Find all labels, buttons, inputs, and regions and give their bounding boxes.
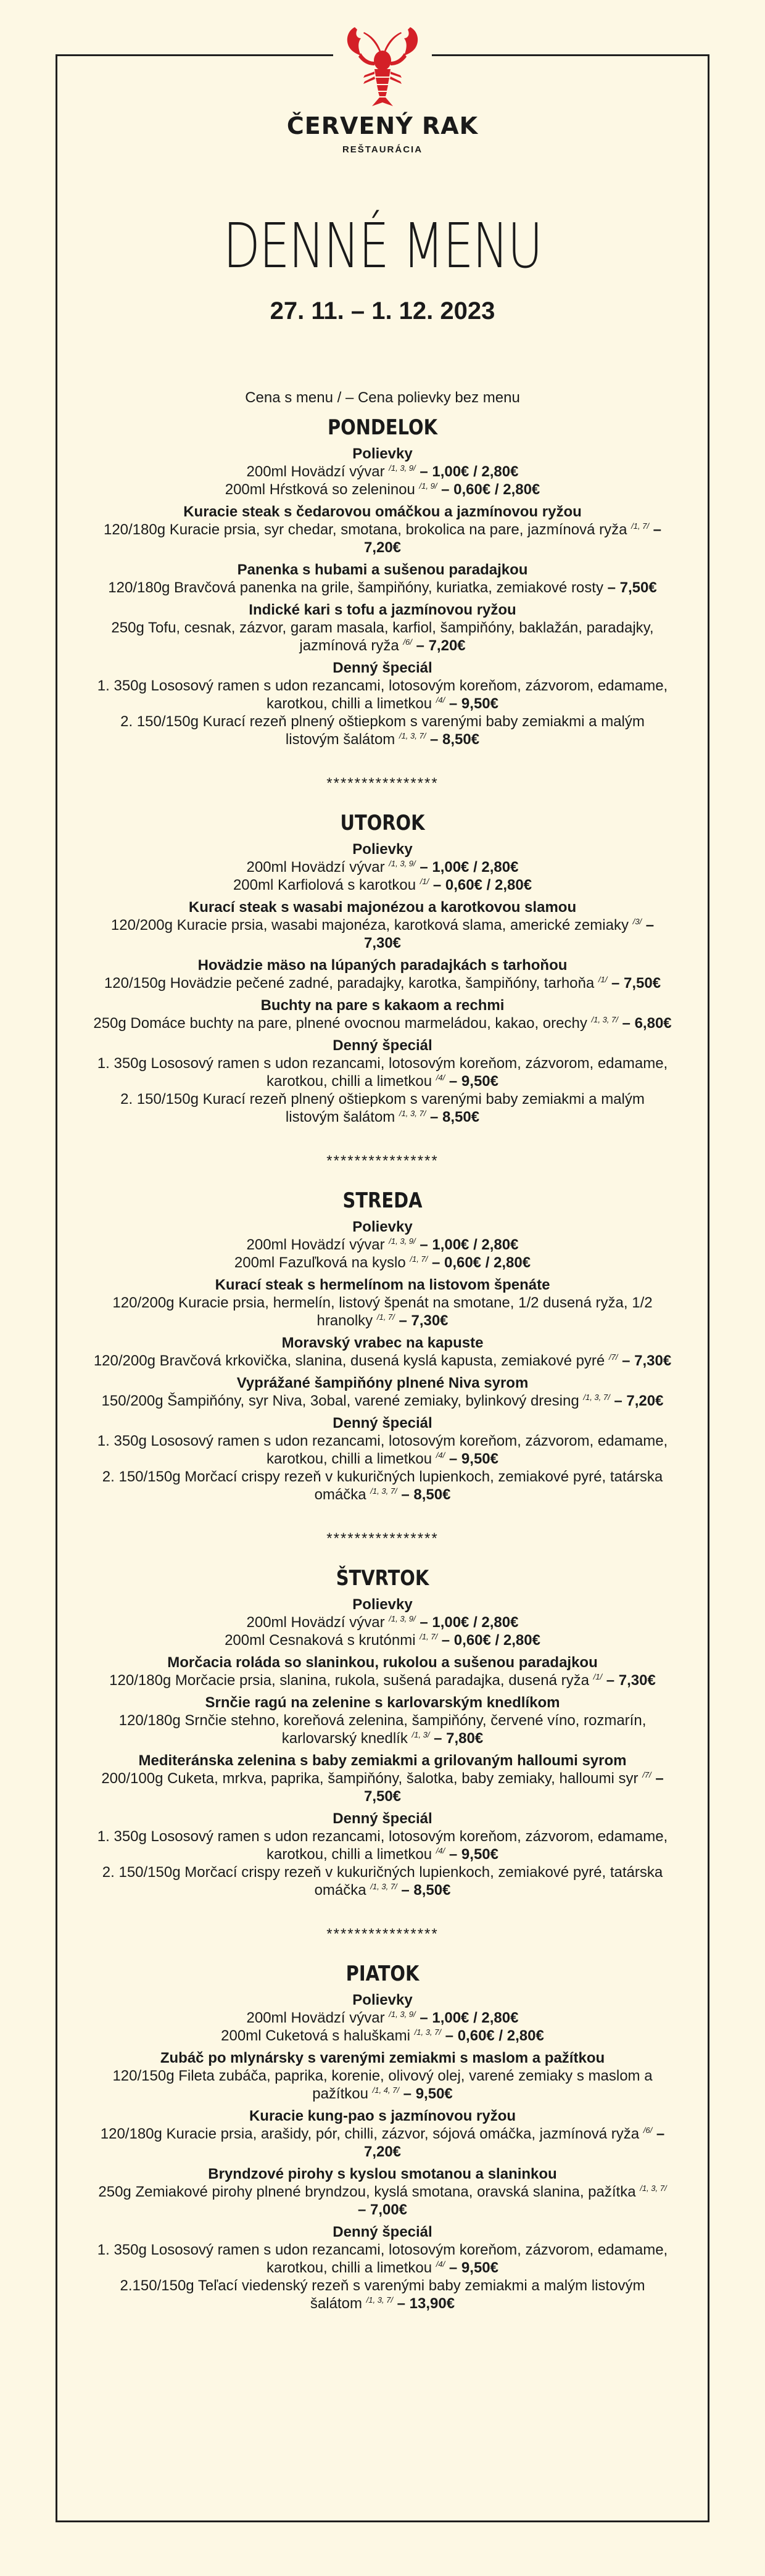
- menu-item: [93, 2183, 672, 2219]
- dish-title: Hovädzie mäso na lúpaných paradajkách s tarhoňou: [197, 957, 568, 974]
- item-description: 150/200g Šampiňóny, syr Niva, 3obal, varené zemiaky, bylinkový dresing: [101, 1393, 579, 1409]
- item-price: – 7,80€: [429, 1730, 484, 1747]
- menu-item: [93, 1712, 672, 1747]
- allergens: /1, 3, 9/: [389, 1614, 416, 1623]
- allergens: /1, 3, 7/: [370, 1486, 397, 1496]
- item-price: – 7,30€: [602, 1672, 656, 1689]
- dish-title: Buchty na pare s kakaom a rechmi: [260, 997, 505, 1014]
- menu-item: [93, 1392, 672, 1410]
- dish-title: Polievky: [352, 841, 413, 858]
- item-price: – 1,00€ / 2,80€: [415, 1236, 519, 1253]
- item-description: 200ml Hovädzí vývar: [246, 1236, 385, 1253]
- menu-item: [93, 579, 672, 597]
- allergens: /4/: [436, 1451, 445, 1460]
- menu-item: [93, 1770, 672, 1805]
- menu-item: [93, 1863, 672, 1899]
- menu-item: [93, 916, 672, 952]
- dish-title: Polievky: [352, 1596, 413, 1613]
- dish-title: Denný špeciál: [333, 1037, 432, 1054]
- menu-item: [93, 1254, 672, 1272]
- allergens: /6/: [643, 2126, 653, 2135]
- allergens: /1/: [593, 1672, 603, 1681]
- item-price: – 7,50€: [363, 1770, 664, 1805]
- item-price: – 7,30€: [394, 1312, 449, 1329]
- item-price: – 9,50€: [445, 1073, 498, 1090]
- item-price: – 7,20€: [363, 521, 662, 556]
- menu-item: [93, 1352, 672, 1370]
- item-description: 120/180g Morčacie prsia, slanina, rukola, sušená paradajka, dusená ryža: [109, 1672, 589, 1689]
- allergens: /1, 3, 9/: [389, 1236, 416, 1246]
- item-description: 1. 350g Lososový ramen s udon rezancami, lotosovým koreňom, zázvorom, edamame, karotkou, chilli a limetkou: [97, 1055, 668, 1090]
- allergens: /1, 4, 7/: [372, 2085, 400, 2095]
- day-name: PIATOK: [345, 1961, 420, 1986]
- item-description: 120/180g Bravčová panenka na grile, šampiňóny, kuriatka, zemiakové rosty: [108, 579, 603, 596]
- item-description: 1. 350g Lososový ramen s udon rezancami, lotosovým koreňom, zázvorom, edamame, karotkou, chilli a limetkou: [97, 677, 668, 712]
- item-price: – 0,60€ / 2,80€: [437, 1632, 540, 1649]
- dish-title: Denný špeciál: [333, 2224, 432, 2240]
- item-description: 200ml Hovädzí vývar: [246, 859, 385, 876]
- item-description: 200/100g Cuketa, mrkva, paprika, šampiňóny, šalotka, baby zemiaky, halloumi syr: [101, 1770, 639, 1787]
- dish-title: Vyprážané šampiňóny plnené Niva syrom: [236, 1375, 529, 1391]
- allergens: /1, 3, 7/: [591, 1015, 618, 1024]
- item-price: – 0,60€ / 2,80€: [437, 481, 540, 498]
- menu-item: [93, 677, 672, 713]
- restaurant-subtitle: REŠTAURÁCIA: [342, 144, 423, 155]
- day-section-5: [93, 1961, 672, 2313]
- allergens: /1, 7/: [376, 1312, 395, 1322]
- allergens: /1, 3, 7/: [366, 2295, 393, 2305]
- menu-item: [93, 1054, 672, 1090]
- dish-title: Polievky: [352, 445, 413, 462]
- restaurant-name: ČERVENÝ RAK: [286, 112, 479, 139]
- day-name: STREDA: [342, 1188, 423, 1213]
- allergens: /1, 3, 7/: [370, 1882, 397, 1891]
- allergens: /1, 3, 7/: [399, 1109, 426, 1118]
- day-name: PONDELOK: [327, 415, 438, 440]
- menu-item: [93, 619, 672, 655]
- day-section-3: [93, 1188, 672, 1504]
- allergens: /1, 7/: [410, 1254, 428, 1264]
- allergens: /1, 3, 7/: [583, 1393, 610, 1402]
- allergens: /1, 3, 9/: [389, 859, 416, 868]
- item-price: – 0,60€ / 2,80€: [429, 877, 532, 893]
- menu-item: [93, 1236, 672, 1254]
- dish-title: Zubáč po mlynársky s varenými zemiakmi s maslom a pažítkou: [160, 2050, 605, 2066]
- item-price: – 9,50€: [445, 1451, 498, 1467]
- menu-item: [93, 2241, 672, 2277]
- allergens: /1, 7/: [631, 521, 650, 531]
- item-description: 2. 150/150g Morčací crispy rezeň v kukuričných lupienkoch, zemiakové pyré, tatárska omáčka: [102, 1864, 663, 1899]
- item-price: – 6,80€: [618, 1015, 672, 1032]
- item-price: – 9,50€: [445, 695, 498, 712]
- menu-item: [93, 1671, 672, 1689]
- item-description: 120/200g Kuracie prsia, hermelín, listový špenát na smotane, 1/2 dusená ryža, 1/2 hranolky: [112, 1294, 653, 1329]
- item-price: – 1,00€ / 2,80€: [415, 463, 519, 480]
- dish-title: Kuracie steak s čedarovou omáčkou a jazmínovou ryžou: [183, 503, 582, 520]
- item-price: – 7,30€: [618, 1352, 672, 1369]
- item-description: 200ml Cesnaková s krutónmi: [225, 1632, 416, 1649]
- menu-item: [93, 1090, 672, 1126]
- menu-item: [93, 463, 672, 481]
- item-description: 2.150/150g Teľací viedenský rezeň s varenými baby zemiakmi a malým listovým šalátom: [120, 2277, 645, 2312]
- item-price: – 8,50€: [426, 1109, 480, 1125]
- dish-title: Denný špeciál: [333, 1415, 432, 1431]
- allergens: /1, 3, 9/: [389, 463, 416, 473]
- item-description: 200ml Hovädzí vývar: [246, 2010, 385, 2026]
- allergens: /4/: [436, 1073, 445, 1082]
- item-description: 2. 150/150g Morčací crispy rezeň v kukuričných lupienkoch, zemiakové pyré, tatárska omáčka: [102, 1468, 663, 1503]
- item-description: 2. 150/150g Kurací rezeň plnený oštiepkom s varenými baby zemiakmi a malým listovým šalátom: [120, 713, 645, 748]
- item-description: 250g Tofu, cesnak, zázvor, garam masala, karfiol, šampiňóny, baklažán, paradajky, jazmínová ryža: [111, 619, 654, 654]
- allergens: /1, 3/: [411, 1730, 430, 1739]
- item-price: – 7,50€: [607, 975, 661, 992]
- menu-item: [93, 1014, 672, 1032]
- dish-title: Indické kari s tofu a jazmínovou ryžou: [249, 602, 516, 618]
- allergens: /1, 9/: [419, 481, 437, 491]
- item-description: 1. 350g Lososový ramen s udon rezancami, lotosovým koreňom, zázvorom, edamame, karotkou, chilli a limetkou: [97, 1433, 668, 1467]
- menu-item: [93, 2067, 672, 2103]
- menu-item: [93, 1432, 672, 1468]
- item-price: – 0,60€ / 2,80€: [428, 1254, 531, 1271]
- item-price: – 1,00€ / 2,80€: [415, 859, 519, 876]
- item-price: – 7,20€: [610, 1393, 664, 1409]
- dish-title: Denný špeciál: [333, 660, 432, 676]
- day-separator: ****************: [326, 1926, 439, 1942]
- item-price: – 9,50€: [399, 2085, 453, 2102]
- menu-item: [93, 1631, 672, 1649]
- allergens: /3/: [632, 917, 642, 926]
- item-description: 120/180g Kuracie prsia, arašidy, pór, chilli, zázvor, sójová omáčka, jazmínová ryža: [100, 2126, 640, 2142]
- allergens: /1/: [598, 975, 608, 984]
- day-separator: ****************: [326, 775, 439, 792]
- date-range: 27. 11. – 1. 12. 2023: [270, 297, 495, 325]
- item-description: 1. 350g Lososový ramen s udon rezancami, lotosovým koreňom, zázvorom, edamame, karotkou, chilli a limetkou: [97, 1828, 668, 1863]
- menu-item: [93, 481, 672, 499]
- menu-item: [93, 1468, 672, 1504]
- item-description: 200ml Hovädzí vývar: [246, 1614, 385, 1631]
- menu-item: [93, 974, 672, 992]
- item-price: – 7,20€: [411, 637, 466, 654]
- dish-title: Moravský vrabec na kapuste: [281, 1335, 484, 1351]
- dish-title: Polievky: [352, 1219, 413, 1235]
- day-name: ŠTVRTOK: [336, 1566, 429, 1591]
- item-price: – 7,50€: [603, 579, 657, 596]
- item-price: – 0,60€ / 2,80€: [441, 2027, 544, 2044]
- allergens: /4/: [436, 1846, 445, 1855]
- menu-item: [93, 2027, 672, 2045]
- item-description: 200ml Hŕstková so zeleninou: [225, 481, 415, 498]
- item-description: 1. 350g Lososový ramen s udon rezancami, lotosovým koreňom, zázvorom, edamame, karotkou, chilli a limetkou: [97, 2242, 668, 2276]
- item-description: 120/200g Kuracie prsia, wasabi majonéza, karotková slama, americké zemiaky: [110, 917, 629, 934]
- day-separator: ****************: [326, 1153, 439, 1169]
- day-name: UTOROK: [340, 811, 425, 835]
- menu-title: DENNÉ MENU: [223, 210, 542, 282]
- menu-item: [93, 1294, 672, 1330]
- dish-title: Bryndzové pirohy s kyslou smotanou a slaninkou: [208, 2166, 557, 2182]
- lobster-icon: [336, 22, 429, 109]
- price-legend: Cena s menu / – Cena polievky bez menu: [245, 389, 520, 406]
- menu-item: [93, 2009, 672, 2027]
- item-price: – 7,00€: [357, 2201, 408, 2218]
- allergens: /1, 3, 7/: [399, 731, 426, 740]
- item-price: – 1,00€ / 2,80€: [415, 2010, 519, 2026]
- menu-item: [93, 876, 672, 894]
- menu-item: [93, 2125, 672, 2161]
- item-price: – 13,90€: [393, 2295, 455, 2312]
- dish-title: Polievky: [352, 1992, 413, 2008]
- menu-item: [93, 521, 672, 557]
- allergens: /1, 3, 9/: [389, 2010, 416, 2019]
- allergens: /4/: [436, 695, 445, 705]
- item-description: 120/180g Kuracie prsia, syr chedar, smotana, brokolica na pare, jazmínová ryža: [103, 521, 627, 538]
- item-price: – 7,30€: [363, 917, 655, 951]
- allergens: /1, 3, 7/: [640, 2184, 667, 2193]
- item-description: 200ml Cuketová s haluškami: [221, 2027, 410, 2044]
- day-section-2: [93, 811, 672, 1126]
- item-description: 200ml Fazuľková na kyslo: [234, 1254, 406, 1271]
- item-price: – 8,50€: [397, 1486, 451, 1503]
- dish-title: Kurací steak s wasabi majonézou a karotkovou slamou: [188, 899, 577, 916]
- allergens: /1/: [420, 877, 429, 886]
- item-price: – 8,50€: [426, 731, 480, 748]
- item-price: – 8,50€: [397, 1882, 451, 1899]
- dish-title: Kurací steak s hermelínom na listovom špenáte: [215, 1277, 550, 1293]
- menu-item: [93, 713, 672, 748]
- day-section-1: [93, 415, 672, 748]
- menu-item: [93, 858, 672, 876]
- dish-title: Morčacia roláda so slaninkou, rukolou a sušenou paradajkou: [167, 1654, 598, 1671]
- item-description: 200ml Hovädzí vývar: [246, 463, 385, 480]
- allergens: /1, 3, 7/: [414, 2027, 442, 2037]
- dish-title: Kuracie kung-pao s jazmínovou ryžou: [249, 2108, 516, 2124]
- allergens: /1, 7/: [420, 1632, 438, 1641]
- dish-title: Mediteránska zelenina s baby zemiakmi a grilovaným halloumi syrom: [138, 1752, 627, 1769]
- item-price: – 1,00€ / 2,80€: [415, 1614, 519, 1631]
- item-description: 120/180g Srnčie stehno, koreňová zelenina, šampiňóny, červené víno, rozmarín, karlovarský knedlík: [118, 1712, 647, 1747]
- item-description: 200ml Karfiolová s karotkou: [233, 877, 416, 893]
- item-price: – 7,20€: [363, 2126, 665, 2160]
- item-description: 250g Zemiakové pirohy plnené bryndzou, kyslá smotana, oravská slanina, pažítka: [98, 2184, 636, 2200]
- day-separator: ****************: [326, 1530, 439, 1547]
- allergens: /7/: [608, 1352, 618, 1362]
- allergens: /7/: [642, 1770, 651, 1779]
- restaurant-logo: [0, 22, 765, 155]
- day-section-4: [93, 1566, 672, 1899]
- item-description: 2. 150/150g Kurací rezeň plnený oštiepkom s varenými baby zemiakmi a malým listovým šalátom: [120, 1091, 645, 1125]
- item-description: 120/150g Hovädzie pečené zadné, paradajky, karotka, šampiňóny, tarhoňa: [104, 975, 595, 992]
- dish-title: Panenka s hubami a sušenou paradajkou: [237, 561, 528, 578]
- dish-title: Denný špeciál: [333, 1810, 432, 1827]
- menu-item: [93, 1613, 672, 1631]
- menu-item: [93, 2277, 672, 2313]
- allergens: /4/: [436, 2259, 445, 2269]
- item-description: 250g Domáce buchty na pare, plnené ovocnou marmeládou, kakao, orechy: [93, 1015, 587, 1032]
- item-price: – 9,50€: [445, 1846, 498, 1863]
- menu-item: [93, 1828, 672, 1863]
- item-description: 120/200g Bravčová krkovička, slanina, dusená kyslá kapusta, zemiakové pyré: [93, 1352, 605, 1369]
- menu-content: [93, 389, 672, 2313]
- item-price: – 9,50€: [445, 2259, 498, 2276]
- allergens: /6/: [403, 637, 412, 647]
- item-description: 120/150g Fileta zubáča, paprika, korenie, olivový olej, varené zemiaky s maslom a pažítkou: [112, 2068, 653, 2102]
- dish-title: Srnčie ragú na zelenine s karlovarským knedlíkom: [205, 1694, 560, 1711]
